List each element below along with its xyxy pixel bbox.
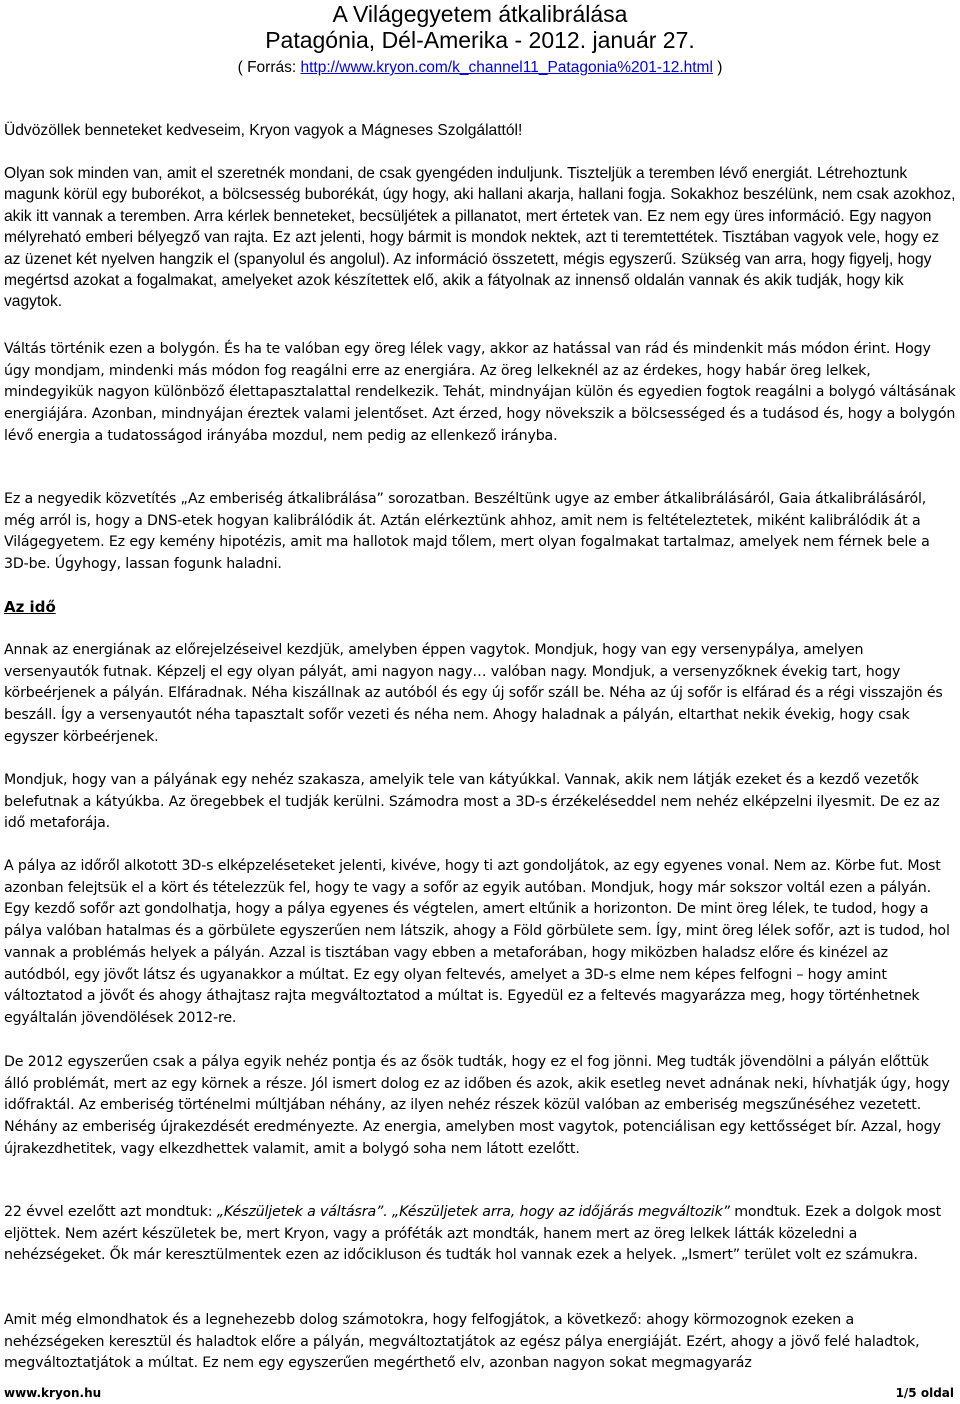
paragraph-track-meaning: A pálya az időről alkotott 3D-s elképzeléseteket jelenti, kivéve, hogy ti azt gondoljátok, az egy egyenes vonal. Nem az. Körbe fut. Most azonban felejtsük el a kört és tételezzük fel, hogy te vagy a sofőr az egyik autóban. Mondjuk, hogy már sokszor voltál ezen a pályán. Egy kezdő sofőr azt gondolhatja, hogy a pálya egyenes és végtelen, amert eltűnik a horizonton. De mint öreg lélek, te tudod, hogy a pálya valóban hatalmas és a görbülete egyszerűen nem látszik, ahogy a Föld görbülete sem. Így, mint öreg lélek sofőr, azt is tudod, hol vannak a problémás helyek a pályán. Azzal is tisztában vagy ebben a metaforában, hogy miközben haladsz előre és kinézel az autódból, egy jövőt látsz és ugyanakkor a múltat. Ez egy olyan feltevés, amelyet a 3D-s elme nem képes felfogni – hogy amint változtatod a jövőt és ahogy áthajtasz rajta megváltoztatod a múltat is. Egyedül ez a feltevés magyarázza meg, hogy történhetnek egyáltalán jövendölések 2012-re. bbox=[4, 858, 950, 1026]
paragraph-final: Amit még elmondhatok és a legnehezebb dolog számotokra, hogy felfogjátok, a következő: ahogy körmozognok ezeken a nehézségeken keresztül és haladtok előre a pályán, megváltoztatjátok az egész pálya energiáját. Ezért, ahogy a jövő felé haladtok, megváltoztatjátok a múltat. Ez nem egy egyszerűen megérthető elv, azonban nagyon sokat megmagyaráz bbox=[4, 1312, 920, 1372]
paragraph-shift: Váltás történik ezen a bolygón. És ha te valóban egy öreg lélek vagy, akkor az hatással van rád és mindenkit más módon érint. Hogy úgy mondjam, mindenki más módon fog reagálni erre az energiára. Az öreg lelkeknél az az érdekes, hogy habár öreg lelkek, mindegyikük nagyon különböző élettapasztalattal rendelkezik. Tehát, mindnyájan külön és egyedien fogtok reagálni a bolygó váltásának energiájára. Azonban, mindnyájan éreztek valami jelentőset. Azt érzed, hogy növekszik a bölcsességed és a tudásod és, hogy a bolygón lévő energia a tudatosságod irányába mozdul, nem pedig az ellenkező irányba. bbox=[4, 341, 956, 444]
paragraph-intro-part2: Arra kérlek benneteket, becsüljétek a pillanatot, mert értetek van. Ez nem egy üres információ. Egy nagyon mélyreható emberi bélyegző van rajta. Ez azt jelenti, hogy bármit is mondok nektek, azt ti teremtettétek. Tisztában vagyok vele, hogy ez az üzenet két nyelven hangzik el (spanyolul és angolul). Az információ összetett, mégis egyszerű. Szükség van arra, hogy figyelj, hogy megértsd azokat a fogalmakat, amelyeket azok készítettek elő, akik a fátyolnak az innenső oldalán vannak és akik tudják, hogy kik vagytok. bbox=[4, 207, 940, 311]
document-subtitle: Patagónia, Dél-Amerika - 2012. január 27. bbox=[265, 27, 695, 53]
paragraph-22-years bbox=[4, 1202, 956, 1267]
paragraph-22-years-lead: 22 évvel ezelőtt azt mondtuk: bbox=[4, 1204, 217, 1220]
source-suffix: ) bbox=[712, 59, 723, 76]
paragraph-22-years-quote: „Készüljetek a váltásra”. „Készüljetek arra, hogy az időjárás megváltozik” bbox=[216, 1204, 730, 1220]
section-heading-time: Az idő bbox=[4, 598, 56, 616]
source-prefix: ( Forrás: bbox=[237, 59, 301, 76]
source-line bbox=[0, 58, 960, 78]
paragraph-greeting: Üdvözöllek benneteket kedveseim, Kryon vagyok a Mágneses Szolgálattól! bbox=[4, 122, 523, 139]
paragraph-intro bbox=[4, 163, 956, 313]
paragraph-2012: De 2012 egyszerűen csak a pálya egyik nehéz pontja és az ősök tudták, hogy ez el fog jönni. Meg tudták jövendölni a pályán előttük álló problémát, mert az egy körnek a része. Jól ismert dolog ez az időben és azok, akik esetleg nevet adnának neki, hívhatják úgy, hogy időfraktál. Az emberiség történelmi múltjában néhány, az ilyen nehéz részek közül valóban az emberiség megszűnéséhez vezetett. Néhány az emberiség újrakezdését eredményezte. Az energia, amelyben most vagytok, potenciálisan egy kettősséget bír. Azzal, hogy újrakezdhetitek, vagy elkezdhettek valamit, amit a bolygó soha nem látott ezelőtt. bbox=[4, 1054, 950, 1157]
footer-site: www.kryon.hu bbox=[4, 1386, 102, 1400]
document-title: A Világegyetem átkalibrálása bbox=[332, 1, 628, 27]
paragraph-racetrack: Annak az energiának az előrejelzéseivel kezdjük, amelyben éppen vagytok. Mondjuk, hogy van egy versenypálya, amelyen versenyautók futnak. Képzelj el egy olyan pályát, ami nagyon nagy… valóban nagy. Mondjuk, a versenyzőknek évekig tart, hogy körbeérjenek a pályán. Elfáradnak. Néha kiszállnak az autóból és egy új sofőr száll be. Néha az új sofőr is elfárad és a régi visszajön és beszáll. Így a versenyautót néha tapasztalt sofőr vezeti és néha nem. Ahogy haladnak a pályán, eltarthat nekik évekig, hogy csak egyszer körbeérjenek. bbox=[4, 642, 943, 745]
paragraph-intro-part1: Olyan sok minden van, amit el szeretnék mondani, de csak gyengéden induljunk. Tiszteljük a teremben lévő energiát. Létrehoztunk magunk körül egy buborékot, a bölcsesség buborékát, úgy hogy, aki hallani akarja, hallani fogja. Sokakhoz beszélünk, nem csak azokhoz, akik itt vannak a teremben. bbox=[4, 165, 956, 225]
footer-page-number: 1/5 oldal bbox=[895, 1386, 954, 1400]
paragraph-series: Ez a negyedik közvetítés „Az emberiség átkalibrálása” sorozatban. Beszéltünk ugye az ember átkalibrálásáról, Gaia átkalibrálásáról, még arról is, hogy a DNS-etek hogyan kalibrálódik át. Aztán elérkeztünk ahhoz, amit nem is feltételeztetek, miként kalibrálódik át a Világegyetem. Ez egy kemény hipotézis, amit ma hallotok majd tőlem, mert olyan fogalmakat tartalmaz, amelyek nem férnek bele a 3D-be. Úgyhogy, lassan fogunk haladni. bbox=[4, 491, 930, 573]
paragraph-22-years-rest: mondtuk. Ezek a dolgok most eljöttek. Nem azért készületek be, mert Kryon, vagy a próféták azt mondták, hanem mert az öreg lelkek látták közeledni a nehézségeket. Ők már keresztülmentek ezen az időcikluson és tudták hol vannak ezek a helyek. „Ismert” terület volt ez számukra. bbox=[4, 1204, 942, 1264]
paragraph-potholes: Mondjuk, hogy van a pályának egy nehéz szakasza, amelyik tele van kátyúkkal. Vannak, akik nem látják ezeket és a kezdő vezetők belefutnak a kátyúkba. Az öregebbek el tudják kerülni. Számodra most a 3D-s érzékeléseddel nem nehéz elképzelni ilyesmit. De ez az idő metaforája. bbox=[4, 772, 940, 832]
source-link[interactable]: http://www.kryon.com/k_channel11_Patagonia%201-12.html bbox=[300, 59, 713, 76]
